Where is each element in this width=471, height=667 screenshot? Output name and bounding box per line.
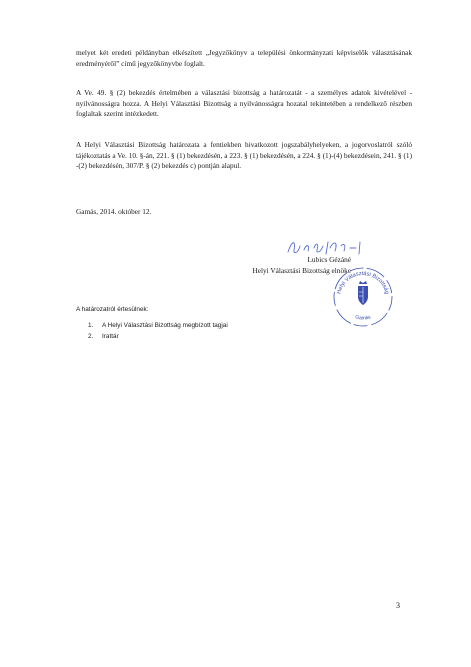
svg-text:Gamás xyxy=(355,314,372,321)
signer-name: Lubics Gézáné xyxy=(307,255,351,264)
list-item-text: Irattár xyxy=(102,332,119,340)
page-number: 3 xyxy=(396,601,400,610)
list-item xyxy=(88,332,228,343)
paragraph-protocol: melyet két eredeti példányban elkészített „Jegyzőkönyv a települési önkormányzati képviselők választásának eredményéről” című jegyzőkönyvbe foglalt. xyxy=(76,48,412,68)
notice-label: A határozatról értesülnek: xyxy=(76,306,149,313)
paragraph-legal-basis: A Helyi Választási Bizottság határozata a fentiekben hivatkozott jogszabályhelyeken, a jogorvoslatról szóló tájékoztatás a Ve. 10. §-án, 221. § (1) bekezdésén, a 223. § (1) bekezdésén, a 224. § (1)-(4) bekezdésein, 241. § (1) -(2) bekezdésén, 307/P. § (2) bekezdés c) pontján alapul. xyxy=(76,140,412,171)
list-item-text: A Helyi Választási Bizottság megbízott tagjai xyxy=(102,322,228,329)
list-item xyxy=(88,321,228,332)
coat-of-arms-icon xyxy=(358,281,368,305)
official-stamp xyxy=(330,262,396,328)
list-item-number: 2. xyxy=(88,332,94,340)
stamp-bottom-text: Gamás xyxy=(354,314,372,322)
stamp-top-text: Helyi Választási Bizottság xyxy=(336,270,390,295)
list-item-number: 1. xyxy=(88,322,94,329)
signer-title: Helyi Választási Bizottság elnöke xyxy=(252,265,351,275)
dateline: Gamás, 2014. október 12. xyxy=(76,207,152,216)
paragraph-publicity: A Ve. 49. § (2) bekezdés értelmében a választási bizottság a határozatát - a személyes adatok kivételével - nyilvánosságra hozza. A Helyi Választási Bizottság a nyilvánosságra hozatal tekintetében a rendelkező részben foglaltak szerint intézkedett. xyxy=(76,88,412,119)
recipient-list xyxy=(88,321,228,342)
